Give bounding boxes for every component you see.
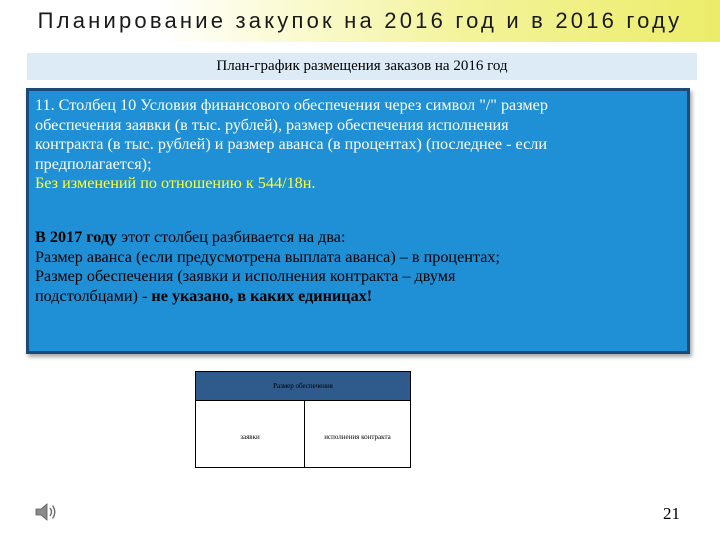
page-number: 21 [663, 504, 680, 523]
panel-line [35, 287, 689, 307]
security-table [195, 371, 411, 468]
panel-line-rest: этот столбец разбивается на два: [117, 228, 346, 246]
panel-line: обеспечения заявки (в тыс. рублей), размер обеспечения исполнения [35, 115, 509, 134]
panel-line [35, 228, 689, 248]
subheader-bar [27, 53, 697, 80]
year-emphasis: В 2017 году [35, 228, 118, 246]
slide-title: Планирование закупок на 2016 год и в 2016 году [37, 8, 683, 33]
panel-line-start: подстолбцами) - [35, 286, 152, 305]
table-header-text: Размер обеспечения [273, 382, 333, 390]
panel-line: предполагается); [35, 154, 152, 173]
speaker-icon[interactable] [34, 500, 58, 524]
warning-emphasis: не указано, в каких единицах! [151, 286, 373, 305]
panel-highlight-line: Без изменений по отношению к 544/18н. [35, 174, 316, 192]
panel-line: контракта (в тыс. рублей) и размер аванса (в процентах) (последнее - если [35, 135, 548, 153]
panel-paragraph-2 [35, 228, 689, 306]
table-cell-text: исполнения контракта [324, 433, 391, 441]
table-cell-text: заявки [240, 433, 260, 441]
table-cell-contract [305, 401, 410, 467]
subheader-text: План-график размещения заказов на 2016 год [216, 58, 508, 74]
panel-line: Размер обеспечения (заявки и исполнения контракта – двумя [35, 267, 456, 285]
title-bar [0, 0, 720, 42]
panel-line: 11. Столбец 10 Условия финансового обеспечения через символ "/" размер [35, 96, 548, 114]
table-header [196, 372, 410, 401]
table-cell-application [196, 401, 305, 467]
panel-paragraph-1 [35, 96, 689, 194]
panel-line: Размер аванса (если предусмотрена выплата аванса) – в процентах; [35, 247, 500, 266]
content-panel [26, 88, 690, 354]
